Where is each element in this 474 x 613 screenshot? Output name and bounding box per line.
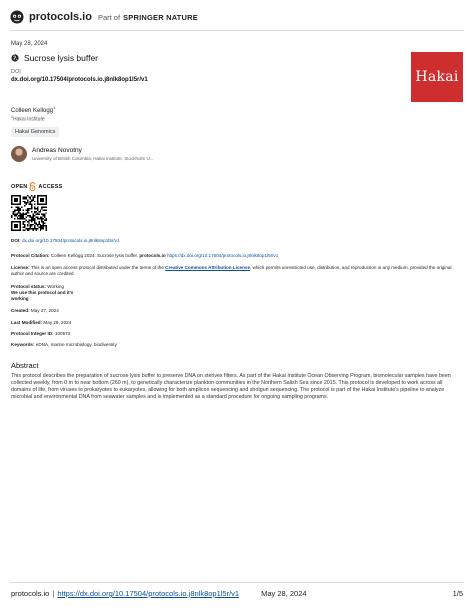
integer-label: Protocol Integer ID: <box>11 331 54 336</box>
status-value: Working <box>47 284 65 289</box>
meta-citation <box>11 253 463 259</box>
integer-value: 100673 <box>54 331 71 336</box>
header-divider <box>10 30 464 31</box>
author-name[interactable]: Colleen Kellogg$^1$ <box>11 105 56 114</box>
footer-url-link[interactable]: https://dx.doi.org/10.17504/protocols.io.j8nlk8op1l5r/v1 <box>57 589 240 598</box>
meta-modified <box>11 320 463 326</box>
footer-divider <box>10 582 464 583</box>
status-note: We use this protocol and it's working <box>11 290 74 302</box>
abstract-body: This protocol describes the preparation of sucrose lysis buffer to preserve DNA on sterivex filters. As part of the Hakai Institute Ocean Observing Program, biomolecular samples have been collected weekly, from 0 m to near bottom (260 m), to genetically characterize plankton communities in the Northern Salish Sea since 2015. This protocol is developed to work across all domains of life, from viruses to prokaryotes to eukaryotes, allowing for both amplicon sequencing and shotgun sequencing. The protocol is part of the Hakai Institute's pipeline to analyze microbial and environmental DNA from seawater samples and is implemented as a standard procedure for ongoing sampling programs. <box>11 373 451 400</box>
footer-date: May 28, 2024 <box>261 589 307 598</box>
group-chip[interactable]: Hakai Genomics <box>11 127 59 137</box>
protocol-title: Sucrose lysis buffer <box>24 53 99 63</box>
qr-code-icon[interactable] <box>11 195 47 231</box>
modified-value: May 28, 2024 <box>43 320 72 325</box>
page-number: 1/5 <box>452 589 463 598</box>
modified-label: Last Modified: <box>11 320 43 325</box>
avatar[interactable] <box>11 146 27 162</box>
page-footer <box>11 589 307 598</box>
meta-doi <box>11 238 463 244</box>
open-access-open: OPEN <box>11 183 28 190</box>
brand-name[interactable]: protocols.io <box>29 11 92 23</box>
created-label: Created: <box>11 308 30 313</box>
publish-date: May 28, 2024 <box>11 41 48 47</box>
site-header <box>10 8 198 26</box>
license-label: License: <box>11 265 30 270</box>
globe-icon <box>11 54 19 62</box>
open-access-badge <box>11 182 63 191</box>
citation-text: Colleen Kellogg 2024. Sucrose lysis buffer. <box>50 253 139 258</box>
meta-license <box>11 265 463 277</box>
protocols-logo-icon[interactable] <box>10 10 24 24</box>
meta-created <box>11 308 463 314</box>
doi-label: DOI <box>11 69 21 75</box>
meta-keywords <box>11 342 463 348</box>
citation-site: protocols.io <box>139 253 166 258</box>
publisher-name[interactable]: SPRINGER NATURE <box>123 12 198 22</box>
abstract-heading: Abstract <box>11 361 39 370</box>
contact-affiliation: University of British Columbia, Hakai Institute, Stockholm U... <box>32 156 154 161</box>
citation-link[interactable]: https://dx.doi.org/10.17504/protocols.io.j8nlk8op1l5r/v1 <box>166 253 279 258</box>
status-label: Protocol status: <box>11 284 46 289</box>
open-access-access: ACCESS <box>38 183 63 190</box>
meta-integer-id <box>11 331 463 337</box>
author-affiliation: $^1$Hakai Institute <box>11 115 45 123</box>
keywords-label: Keywords: <box>11 342 35 347</box>
meta-doi-link[interactable]: dx.doi.org/10.17504/protocols.io.j8nlk8op1l5r/v1 <box>21 238 120 243</box>
meta-doi-label: DOI: <box>11 238 21 243</box>
part-of-label: Part of <box>97 12 121 22</box>
title-line <box>11 53 98 63</box>
doi-link[interactable]: dx.doi.org/10.17504/protocols.io.j8nlk8op1l5r/v1 <box>11 77 148 83</box>
hakai-logo: Hakai <box>411 52 463 102</box>
keywords-value: eDNA, marine microbiology, biodiversity <box>35 342 117 347</box>
contact-name[interactable]: Andreas Novotny <box>32 147 82 154</box>
created-value: May 27, 2024 <box>30 308 59 313</box>
footer-separator: | <box>52 589 55 598</box>
license-link[interactable]: Creative Commons Attribution License <box>165 265 250 270</box>
license-text-post: , which permits unrestricted use, distribution, and reproduction in any medium, provided the original author and source are credited <box>11 265 452 277</box>
citation-label: Protocol Citation: <box>11 253 50 258</box>
footer-site: protocols.io <box>11 589 50 598</box>
open-lock-icon <box>29 182 36 191</box>
license-text-pre: This is an open access protocol distributed under the terms of the <box>30 265 164 270</box>
